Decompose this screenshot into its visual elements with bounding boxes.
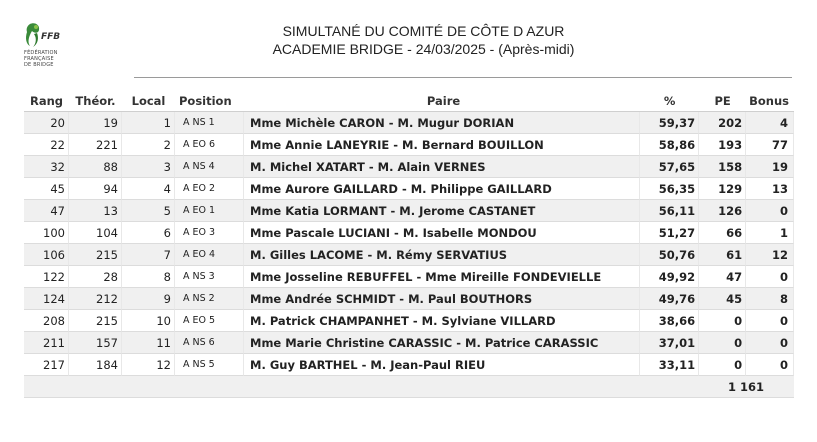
col-pct: % (640, 91, 699, 112)
cell-pct: 50,76 (640, 244, 699, 266)
cell-theor: 215 (69, 310, 122, 332)
cell-local: 9 (122, 288, 175, 310)
cell-bonus: 77 (746, 134, 794, 156)
cell-bonus: 0 (746, 266, 794, 288)
col-paire: Paire (244, 91, 640, 112)
table-row (24, 178, 794, 200)
cell-bonus: 4 (746, 112, 794, 134)
cell-bonus: 0 (746, 200, 794, 222)
table-row (24, 222, 794, 244)
cell-paire: Mme Aurore GAILLARD - M. Philippe GAILLARD (244, 178, 640, 200)
cell-position: A NS 3 (175, 266, 244, 288)
cell-rang: 20 (24, 112, 69, 134)
cell-local: 6 (122, 222, 175, 244)
cell-theor: 212 (69, 288, 122, 310)
cell-position: A EO 5 (175, 310, 244, 332)
cell-rang: 45 (24, 178, 69, 200)
cell-position: A EO 2 (175, 178, 244, 200)
table-row (24, 310, 794, 332)
col-theor: Théor. (69, 91, 122, 112)
cell-paire: Mme Josseline REBUFFEL - Mme Mireille FONDEVIELLE (244, 266, 640, 288)
cell-paire: Mme Michèle CARON - M. Mugur DORIAN (244, 112, 640, 134)
cell-rang: 211 (24, 332, 69, 354)
cell-local: 1 (122, 112, 175, 134)
cell-bonus: 1 (746, 222, 794, 244)
cell-pct: 33,11 (640, 354, 699, 376)
cell-rang: 217 (24, 354, 69, 376)
cell-paire: Mme Katia LORMANT - M. Jerome CASTANET (244, 200, 640, 222)
cell-theor: 184 (69, 354, 122, 376)
cell-paire: Mme Marie Christine CARASSIC - M. Patrice CARASSIC (244, 332, 640, 354)
header-divider (134, 77, 792, 78)
table-row (24, 266, 794, 288)
cell-position: A NS 1 (175, 112, 244, 134)
cell-local: 8 (122, 266, 175, 288)
cell-pct: 51,27 (640, 222, 699, 244)
cell-paire: M. Gilles LACOME - M. Rémy SERVATIUS (244, 244, 640, 266)
cell-pct: 38,66 (640, 310, 699, 332)
table-row (24, 134, 794, 156)
cell-local: 7 (122, 244, 175, 266)
cell-theor: 157 (69, 332, 122, 354)
col-bonus: Bonus (746, 91, 794, 112)
cell-theor: 28 (69, 266, 122, 288)
table-row (24, 200, 794, 222)
cell-pct: 37,01 (640, 332, 699, 354)
cell-rang: 106 (24, 244, 69, 266)
cell-position: A EO 6 (175, 134, 244, 156)
cell-paire: M. Michel XATART - M. Alain VERNES (244, 156, 640, 178)
cell-paire: M. Guy BARTHEL - M. Jean-Paul RIEU (244, 354, 640, 376)
cell-theor: 221 (69, 134, 122, 156)
cell-position: A EO 4 (175, 244, 244, 266)
cell-rang: 122 (24, 266, 69, 288)
cell-pct: 56,35 (640, 178, 699, 200)
table-row (24, 244, 794, 266)
cell-bonus: 19 (746, 156, 794, 178)
col-position: Position (175, 91, 244, 112)
cell-local: 11 (122, 332, 175, 354)
cell-pe: 129 (699, 178, 746, 200)
cell-theor: 13 (69, 200, 122, 222)
col-local: Local (122, 91, 175, 112)
results-table (24, 91, 794, 398)
cell-pct: 56,11 (640, 200, 699, 222)
cell-pe: 0 (699, 332, 746, 354)
cell-pe: 61 (699, 244, 746, 266)
cell-position: A NS 2 (175, 288, 244, 310)
cell-theor: 88 (69, 156, 122, 178)
cell-rang: 32 (24, 156, 69, 178)
table-row (24, 354, 794, 376)
cell-bonus: 13 (746, 178, 794, 200)
cell-rang: 208 (24, 310, 69, 332)
cell-paire: Mme Annie LANEYRIE - M. Bernard BOUILLON (244, 134, 640, 156)
cell-local: 12 (122, 354, 175, 376)
cell-position: A NS 6 (175, 332, 244, 354)
cell-pe: 66 (699, 222, 746, 244)
cell-bonus: 0 (746, 332, 794, 354)
cell-bonus: 0 (746, 354, 794, 376)
table-row (24, 332, 794, 354)
table-row (24, 156, 794, 178)
title-line-2: ACADEMIE BRIDGE - 24/03/2025 - (Après-midi) (272, 41, 575, 57)
cell-theor: 215 (69, 244, 122, 266)
cell-paire: M. Patrick CHAMPANHET - M. Sylviane VILLARD (244, 310, 640, 332)
table-row (24, 288, 794, 310)
cell-theor: 19 (69, 112, 122, 134)
cell-local: 5 (122, 200, 175, 222)
cell-bonus: 8 (746, 288, 794, 310)
cell-local: 4 (122, 178, 175, 200)
cell-local: 2 (122, 134, 175, 156)
cell-pe: 0 (699, 354, 746, 376)
cell-pct: 57,65 (640, 156, 699, 178)
logo-text: FFB (41, 32, 61, 42)
table-footer-row (24, 376, 794, 398)
cell-pe: 202 (699, 112, 746, 134)
cell-pe: 45 (699, 288, 746, 310)
cell-position: A EO 1 (175, 200, 244, 222)
cell-theor: 104 (69, 222, 122, 244)
cell-bonus: 0 (746, 310, 794, 332)
col-pe: PE (699, 91, 746, 112)
cell-rang: 47 (24, 200, 69, 222)
logo-subtitle: FÉDÉRATION FRANÇAISE DE BRIDGE (24, 50, 58, 68)
cell-position: A NS 4 (175, 156, 244, 178)
cell-pct: 49,76 (640, 288, 699, 310)
cell-local: 3 (122, 156, 175, 178)
cell-pe: 47 (699, 266, 746, 288)
cell-pct: 59,37 (640, 112, 699, 134)
cell-paire: Mme Pascale LUCIANI - M. Isabelle MONDOU (244, 222, 640, 244)
cell-rang: 100 (24, 222, 69, 244)
cell-bonus: 12 (746, 244, 794, 266)
table-row (24, 112, 794, 134)
title-line-1: SIMULTANÉ DU COMITÉ DE CÔTE D AZUR (282, 23, 565, 39)
cell-pct: 58,86 (640, 134, 699, 156)
cell-local: 10 (122, 310, 175, 332)
cell-pe: 158 (699, 156, 746, 178)
cell-position: A EO 3 (175, 222, 244, 244)
table-header-row (24, 91, 794, 112)
page-title (0, 22, 817, 58)
cell-theor: 94 (69, 178, 122, 200)
cell-pe: 193 (699, 134, 746, 156)
cell-rang: 124 (24, 288, 69, 310)
cell-rang: 22 (24, 134, 69, 156)
cell-paire: Mme Andrée SCHMIDT - M. Paul BOUTHORS (244, 288, 640, 310)
cell-pe: 0 (699, 310, 746, 332)
cell-position: A NS 5 (175, 354, 244, 376)
cell-pe: 126 (699, 200, 746, 222)
total-pe: 1 161 (699, 376, 794, 398)
cell-pct: 49,92 (640, 266, 699, 288)
col-rang: Rang (24, 91, 69, 112)
